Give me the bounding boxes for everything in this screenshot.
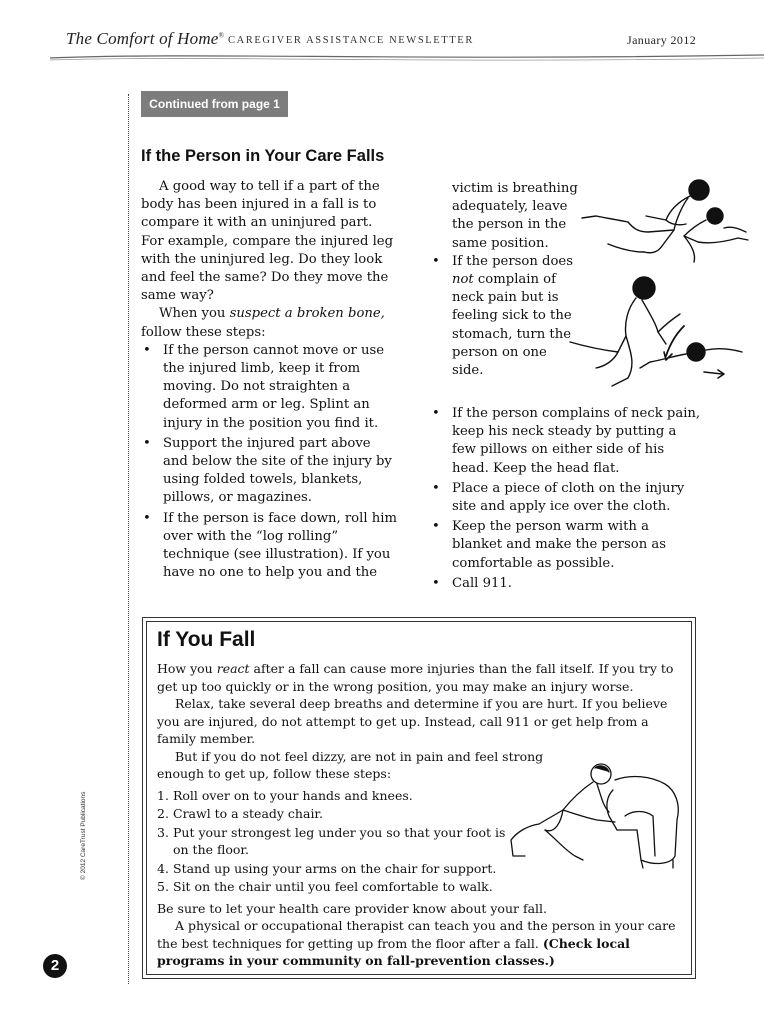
- right-bullet-list-bottom: [430, 405, 702, 593]
- chair-getting-up-illustration: [505, 760, 685, 872]
- step-text: Roll over on to your hands and knees.: [173, 787, 413, 803]
- box-title: If You Fall: [157, 628, 256, 651]
- continued-from-label: Continued from page 1: [141, 91, 288, 117]
- step-text: Stand up using your arms on the chair for support.: [173, 860, 497, 876]
- list-item: • If the person is face down, roll him over with the “log rolling” technique (see illustration). If you have no one to help you and the: [141, 510, 399, 583]
- logo-registered-mark: ®: [218, 31, 225, 40]
- step-text: Sit on the chair until you feel comfortable to walk.: [173, 879, 493, 894]
- step-number: 2.: [157, 806, 169, 821]
- list-item: [157, 878, 507, 896]
- bullet-continuation: victim is breathing adequately, leave the person in the same position.: [452, 181, 578, 251]
- turn-on-side-illustration: [566, 274, 752, 396]
- header-swoosh-rule: [0, 49, 764, 69]
- list-item: [157, 824, 507, 859]
- list-item: • Keep the person warm with a blanket and make the person as comfortable as possible.: [430, 518, 702, 573]
- list-item: • Call 911.: [430, 575, 702, 593]
- steps-intro: [141, 305, 399, 341]
- bullet-neck-pre: If the person does: [452, 253, 573, 269]
- box-p5-text: A physical or occupational therapist can teach you and the person in your care the best techniques for getting up from the floor after a fall.: [157, 918, 676, 951]
- box-p1-post: after a fall can cause more injuries than the fall itself. If you try to get up too quickly or in the wrong position, you may make an injury worse.: [157, 661, 674, 694]
- right-bullet-list-top: [430, 253, 580, 380]
- box-steps-list: [157, 787, 507, 896]
- issue-date: January 2012: [627, 33, 697, 47]
- steps-intro-pre: When you: [159, 306, 230, 322]
- list-item: [157, 787, 507, 805]
- page-number: 2: [43, 954, 67, 978]
- box-paragraph-3: But if you do not feel dizzy, are not in pain and feel strong enough to get up, follow these steps:: [157, 748, 544, 781]
- article-right-column-bottom: [430, 405, 702, 595]
- steps-intro-emphasis: suspect a broken bone,: [229, 306, 385, 322]
- article-title: If the Person in Your Care Falls: [141, 147, 385, 165]
- copyright-notice: © 2012 CareTrust Publications: [80, 791, 87, 880]
- box-paragraph-5: [157, 917, 682, 970]
- box-p1-pre: How you: [157, 661, 217, 676]
- logo-text: The Comfort of Home: [66, 29, 219, 48]
- box-paragraph-2: Relax, take several deep breaths and determine if you are hurt. If you believe you are injured, do not attempt to get up. Instead, call 911 or get help from a family member.: [157, 696, 668, 746]
- step-text: Crawl to a steady chair.: [173, 806, 324, 821]
- newsletter-title: CAREGIVER ASSISTANCE NEWSLETTER: [228, 35, 474, 46]
- article-right-column-top: [430, 180, 580, 382]
- list-item: [157, 805, 507, 823]
- box-paragraph-4: Be sure to let your health care provider know about your fall.: [157, 900, 548, 916]
- list-item: • Place a piece of cloth on the injury site and apply ice over the cloth.: [430, 480, 702, 516]
- list-item: [157, 860, 507, 878]
- newsletter-logo: [66, 29, 224, 49]
- dotted-margin-rule: [128, 94, 129, 984]
- list-item: • If the person complains of neck pain, keep his neck steady by putting a few pillows on either side of his head. Keep the head flat.: [430, 405, 702, 478]
- article-left-column: [141, 178, 399, 584]
- list-item: [430, 253, 580, 380]
- box-p5-bold: (Check local programs in your community on fall-prevention classes.): [157, 935, 630, 968]
- step-number: 4.: [157, 860, 169, 876]
- left-bullet-list: [141, 342, 399, 583]
- step-number: 3.: [157, 824, 169, 840]
- step-number: 5.: [157, 879, 169, 894]
- box-paragraph-1: [157, 660, 682, 695]
- step-number: 1.: [157, 787, 169, 803]
- list-item: • If the person cannot move or use the injured limb, keep it from moving. Do not straighten a deformed arm or leg. Splint an injury in the position you find it.: [141, 342, 399, 433]
- step-text: Put your strongest leg under you so that your foot is on the floor.: [173, 824, 506, 857]
- bullet-neck-post: complain of neck pain but is feeling sick to the stomach, turn the person on one side.: [452, 272, 572, 379]
- list-item: • Support the injured part above and below the site of the injury by using folded towels, blankets, pillows, or magazines.: [141, 435, 399, 508]
- article-intro: A good way to tell if a part of the body has been injured in a fall is to compare it with an uninjured part. For example, compare the injured leg with the uninjured leg. Do they look and feel the same? Do they move the same way?: [141, 179, 394, 304]
- box-p1-emphasis: react: [216, 661, 250, 676]
- steps-intro-post: follow these steps:: [141, 324, 266, 340]
- bullet-neck-emphasis: not: [452, 272, 474, 288]
- log-rolling-illustration: [578, 176, 753, 268]
